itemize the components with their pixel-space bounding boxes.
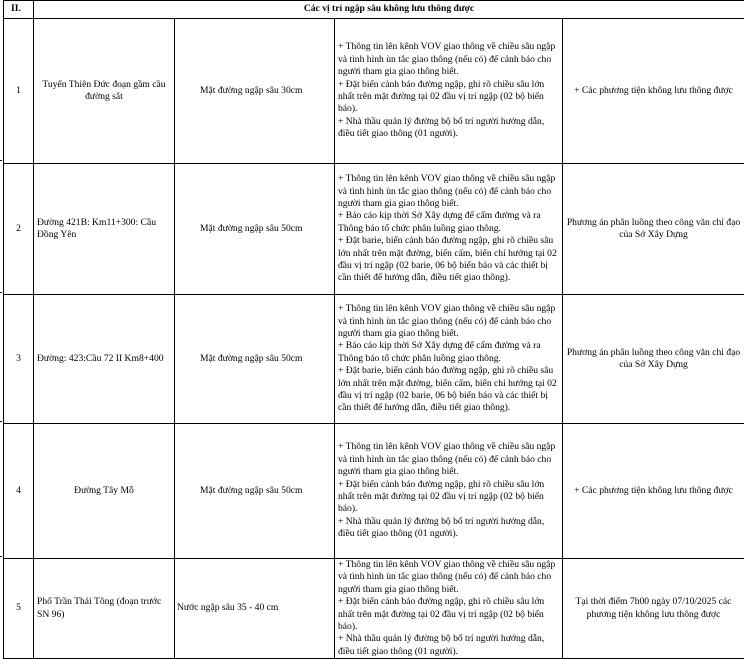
row-number: 5: [4, 559, 34, 659]
plan-cell: Phương án phân luồng theo công văn chỉ đạo của Sở Xây Dựng: [563, 295, 744, 424]
row-edge-mark: [0, 160, 2, 161]
row-number: 4: [4, 424, 34, 559]
condition-cell: Nước ngập sâu 35 - 40 cm: [175, 559, 335, 659]
table-row: [4, 559, 744, 659]
table-row: [4, 295, 744, 424]
row-number: 2: [4, 164, 34, 295]
table-row: [4, 164, 744, 295]
measures-cell: + Thông tin lên kênh VOV giao thông về chiều sâu ngập và tình hình ùn tắc giao thông (nếu có) để cảnh báo cho người tham gia giao thông biết. + Báo cáo kịp thời Sở Xây dựng để cấm đường và ra Thông báo tổ chức phân luồng giao thông. + Đặt barie, biển cảnh báo đường ngập, ghi rõ chiều sâu lớn nhất trên mặt đường, biển cấm, biển chỉ hướng tại 02 đầu vị trí ngập (02 barie, 06 bộ biển báo và các thiết bị cần thiết để hướng dẫn, điều tiết giao thông).: [335, 295, 563, 424]
condition-cell: Mặt đường ngập sâu 50cm: [175, 295, 335, 424]
plan-cell: + Các phương tiện không lưu thông được: [563, 19, 744, 164]
plan-cell: Tại thời điểm 7h00 ngày 07/10/2025 các phương tiện không lưu thông được: [563, 559, 744, 659]
location-cell: Đường 421B: Km11+300: Cầu Đồng Yên: [34, 164, 175, 295]
condition-cell: Mặt đường ngập sâu 50cm: [175, 164, 335, 295]
location-cell: Tuyến Thiên Đức đoạn gầm cầu đường sắt: [34, 19, 175, 164]
row-edge-mark: [0, 421, 2, 422]
measures-cell: + Thông tin lên kênh VOV giao thông về chiều sâu ngập và tình hình ùn tắc giao thông (nếu có) để cảnh báo cho người tham gia giao thông biết. + Đặt biển cảnh báo đường ngập, ghi rõ chiều sâu lớn nhất trên mặt đường tại 02 đầu vị trí ngập (02 bộ biển báo). + Nhà thầu quản lý đường bộ bố trí người hướng dẫn, điều tiết giao thông (01 người).: [335, 19, 563, 164]
measures-cell: + Thông tin lên kênh VOV giao thông về chiều sâu ngập và tình hình ùn tắc giao thông (nếu có) để cảnh báo cho người tham gia giao thông biết. + Đặt biển cảnh báo đường ngập, ghi rõ chiều sâu lớn nhất trên mặt đường tại 02 đầu vị trí ngập (02 bộ biển báo). + Nhà thầu quản lý đường bộ bố trí người hướng dẫn, điều tiết giao thông (01 người).: [335, 559, 563, 659]
location-cell: Đường Tây Mỗ: [34, 424, 175, 559]
table-row: [4, 19, 744, 164]
table-row: [4, 424, 744, 559]
row-number: 1: [4, 19, 34, 164]
row-number: 3: [4, 295, 34, 424]
section-number: II.: [4, 1, 34, 19]
measures-cell: + Thông tin lên kênh VOV giao thông về chiều sâu ngập và tình hình ùn tắc giao thông (nếu có) để cảnh báo cho người tham gia giao thông biết. + Báo cáo kịp thời Sở Xây dựng để cấm đường và ra Thông báo tổ chức phân luồng giao thông. + Đặt barie, biển cảnh báo đường ngập, ghi rõ chiều sâu lớn nhất trên mặt đường, biển cấm, biển chỉ hướng tại 02 đầu vị trí ngập (02 barie, 06 bộ biển báo và các thiết bị cần thiết để hướng dẫn, điều tiết giao thông).: [335, 164, 563, 295]
row-edge-mark: [0, 292, 2, 293]
measures-cell: + Thông tin lên kênh VOV giao thông về chiều sâu ngập và tình hình ùn tắc giao thông (nếu có) để cảnh báo cho người tham gia giao thông biết. + Đặt biển cảnh báo đường ngập, ghi rõ chiều sâu lớn nhất trên mặt đường tại 02 đầu vị trí ngập (02 bộ biển báo). + Nhà thầu quản lý đường bộ bố trí người hướng dẫn, điều tiết giao thông (01 người).: [335, 424, 563, 559]
location-cell: Phố Trần Thái Tông (đoạn trước SN 96): [34, 559, 175, 659]
plan-cell: + Các phương tiện không lưu thông được: [563, 424, 744, 559]
section-header-row: [4, 1, 744, 19]
location-cell: Đường: 423:Cầu 72 II Km8+400: [34, 295, 175, 424]
flood-locations-table: [3, 0, 744, 659]
section-title: Các vị trí ngập sâu không lưu thông được: [34, 1, 744, 19]
plan-cell: Phương án phân luồng theo công văn chỉ đạo của Sở Xây Dựng: [563, 164, 744, 295]
condition-cell: Mặt đường ngập sâu 30cm: [175, 19, 335, 164]
row-edge-mark: [0, 556, 2, 557]
condition-cell: Mặt đường ngập sâu 50cm: [175, 424, 335, 559]
